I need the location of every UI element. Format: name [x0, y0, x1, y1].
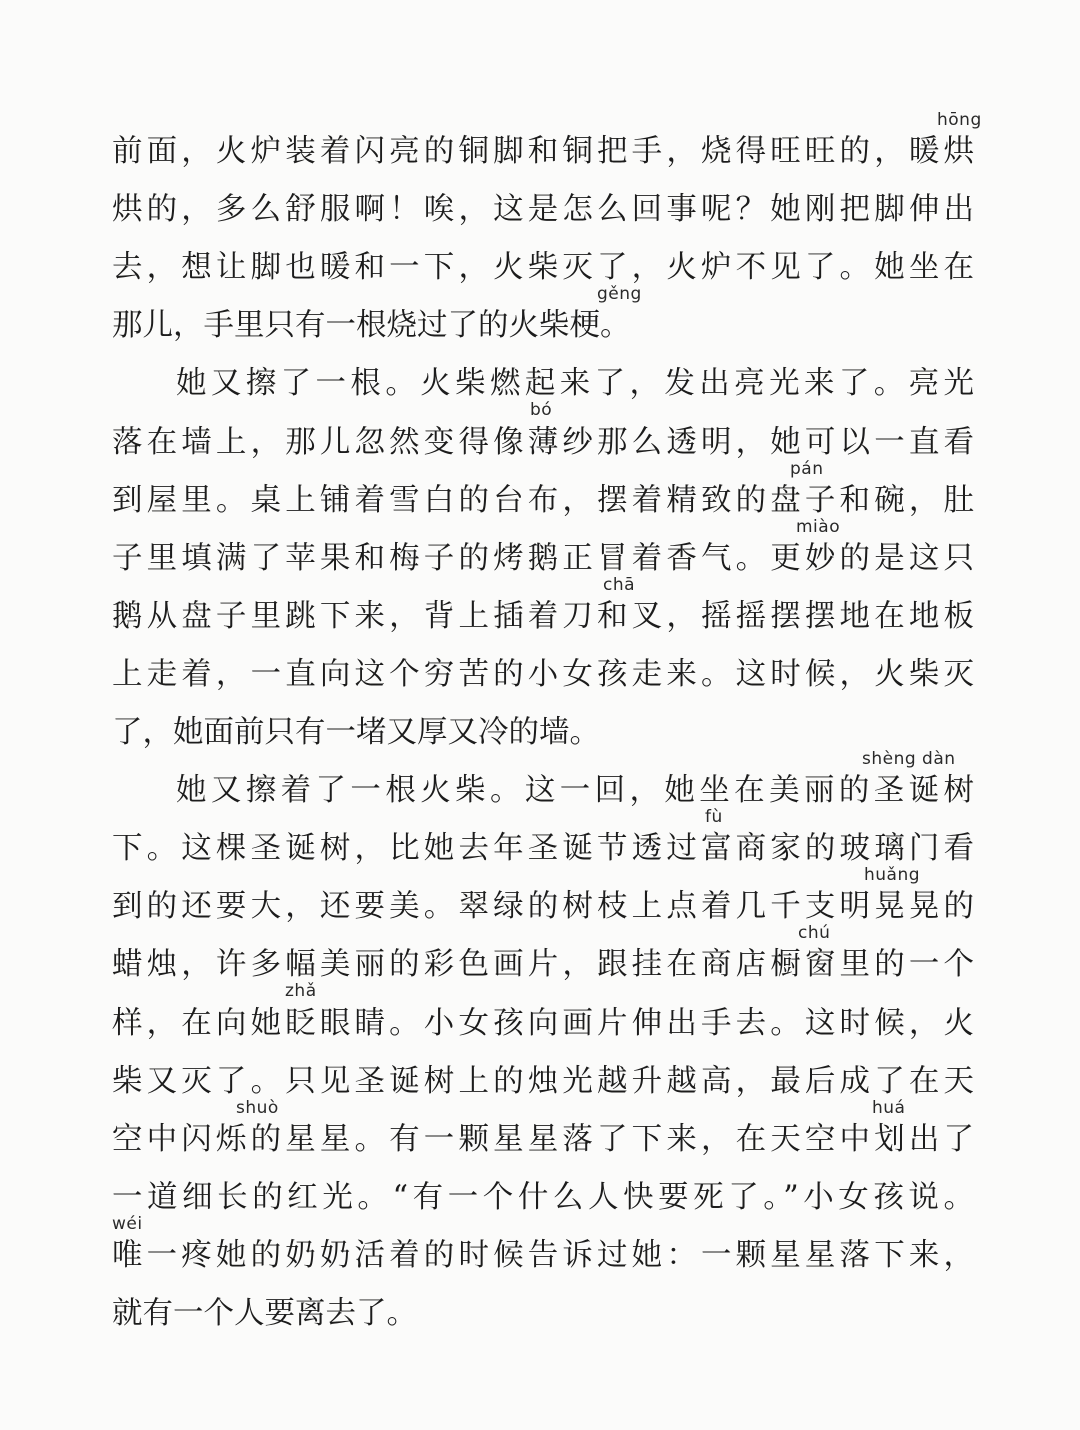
pinyin-annotation: miào — [796, 516, 841, 537]
text-line: 那儿，手里只有一根烧过了的火柴梗。 gěng — [112, 284, 642, 344]
text-line: 去，想让脚也暖和一下，火柴灭了，火炉不见了。她坐在 — [112, 250, 974, 286]
text-line: 到屋里。桌上铺着雪白的台布，摆着精致的盘子和碗，肚 pán — [112, 458, 974, 518]
pinyin-annotation: fù — [705, 807, 723, 828]
pinyin-annotation: hōng — [937, 110, 982, 130]
text-line: 落在墙上，那儿忽然变得像薄纱那么透明，她可以一直看 bó — [112, 400, 974, 460]
pinyin-annotation: gěng — [597, 284, 642, 305]
paragraph-2 — [112, 350, 974, 757]
text-line: 柴又灭了。只见圣诞树上的烛光越升越高，最后成了在天 — [112, 1063, 974, 1099]
pinyin-annotation: bó — [530, 400, 553, 421]
text-line: 一道细长的红光。“有一个什么人快要死了。”小女孩说。 — [112, 1179, 974, 1215]
text-line: 到的还要大，还要美。翠绿的树枝上点着几千支明晃晃的 huǎng — [112, 865, 974, 925]
text-line: 她又擦着了一根火柴。这一回，她坐在美丽的圣诞树 shèng dàn — [176, 749, 974, 809]
paragraph-3 — [112, 749, 974, 1338]
pinyin-annotation: shèng dàn — [862, 749, 956, 770]
text-line: 下。这棵圣诞树，比她去年圣诞节透过富商家的玻璃门看 fù — [112, 807, 974, 867]
text-line: 上走着，一直向这个穷苦的小女孩走来。这时候，火柴灭 — [112, 656, 974, 692]
pinyin-annotation: wéi — [112, 1213, 143, 1234]
pinyin-annotation: zhǎ — [285, 981, 317, 1002]
text-line: 前面，火炉装着闪亮的铜脚和铜把手，烧得旺旺的，暖烘 hōng — [112, 110, 982, 170]
text-line: 鹅从盘子里跳下来，背上插着刀和叉，摇摇摆摆地在地板 chā — [112, 574, 974, 634]
paragraph-1 — [112, 110, 982, 350]
pinyin-annotation: chā — [603, 574, 636, 595]
text-line: 蜡烛，许多幅美丽的彩色画片，跟挂在商店橱窗里的一个 chú — [112, 923, 974, 983]
pinyin-annotation: huǎng — [864, 865, 921, 886]
text-line: 样，在向她眨眼睛。小女孩向画片伸出手去。这时候，火 zhǎ — [112, 981, 974, 1041]
text-line: 空中闪烁的星星。有一颗星星落了下来，在天空中划出了 shuò huá — [112, 1097, 974, 1157]
pinyin-annotation: shuò — [236, 1097, 279, 1118]
text-line: 唯一疼她的奶奶活着的时候告诉过她：一颗星星落下来， wéi — [112, 1213, 974, 1273]
pinyin-annotation: chú — [798, 923, 831, 944]
pinyin-annotation: pán — [790, 458, 824, 479]
text-line: 她又擦了一根。火柴燃起来了，发出亮光来了。亮光 — [176, 366, 974, 402]
text-line: 烘的，多么舒服啊！唉，这是怎么回事呢？她刚把脚伸出 — [112, 192, 974, 228]
story-text — [112, 110, 982, 1338]
text-line: 了，她面前只有一堵又厚又冷的墙。 — [112, 715, 600, 751]
pinyin-annotation: huá — [872, 1097, 906, 1118]
text-line: 子里填满了苹果和梅子的烤鹅正冒着香气。更妙的是这只 miào — [112, 516, 974, 576]
text-line: 就有一个人要离去了。 — [112, 1295, 417, 1331]
